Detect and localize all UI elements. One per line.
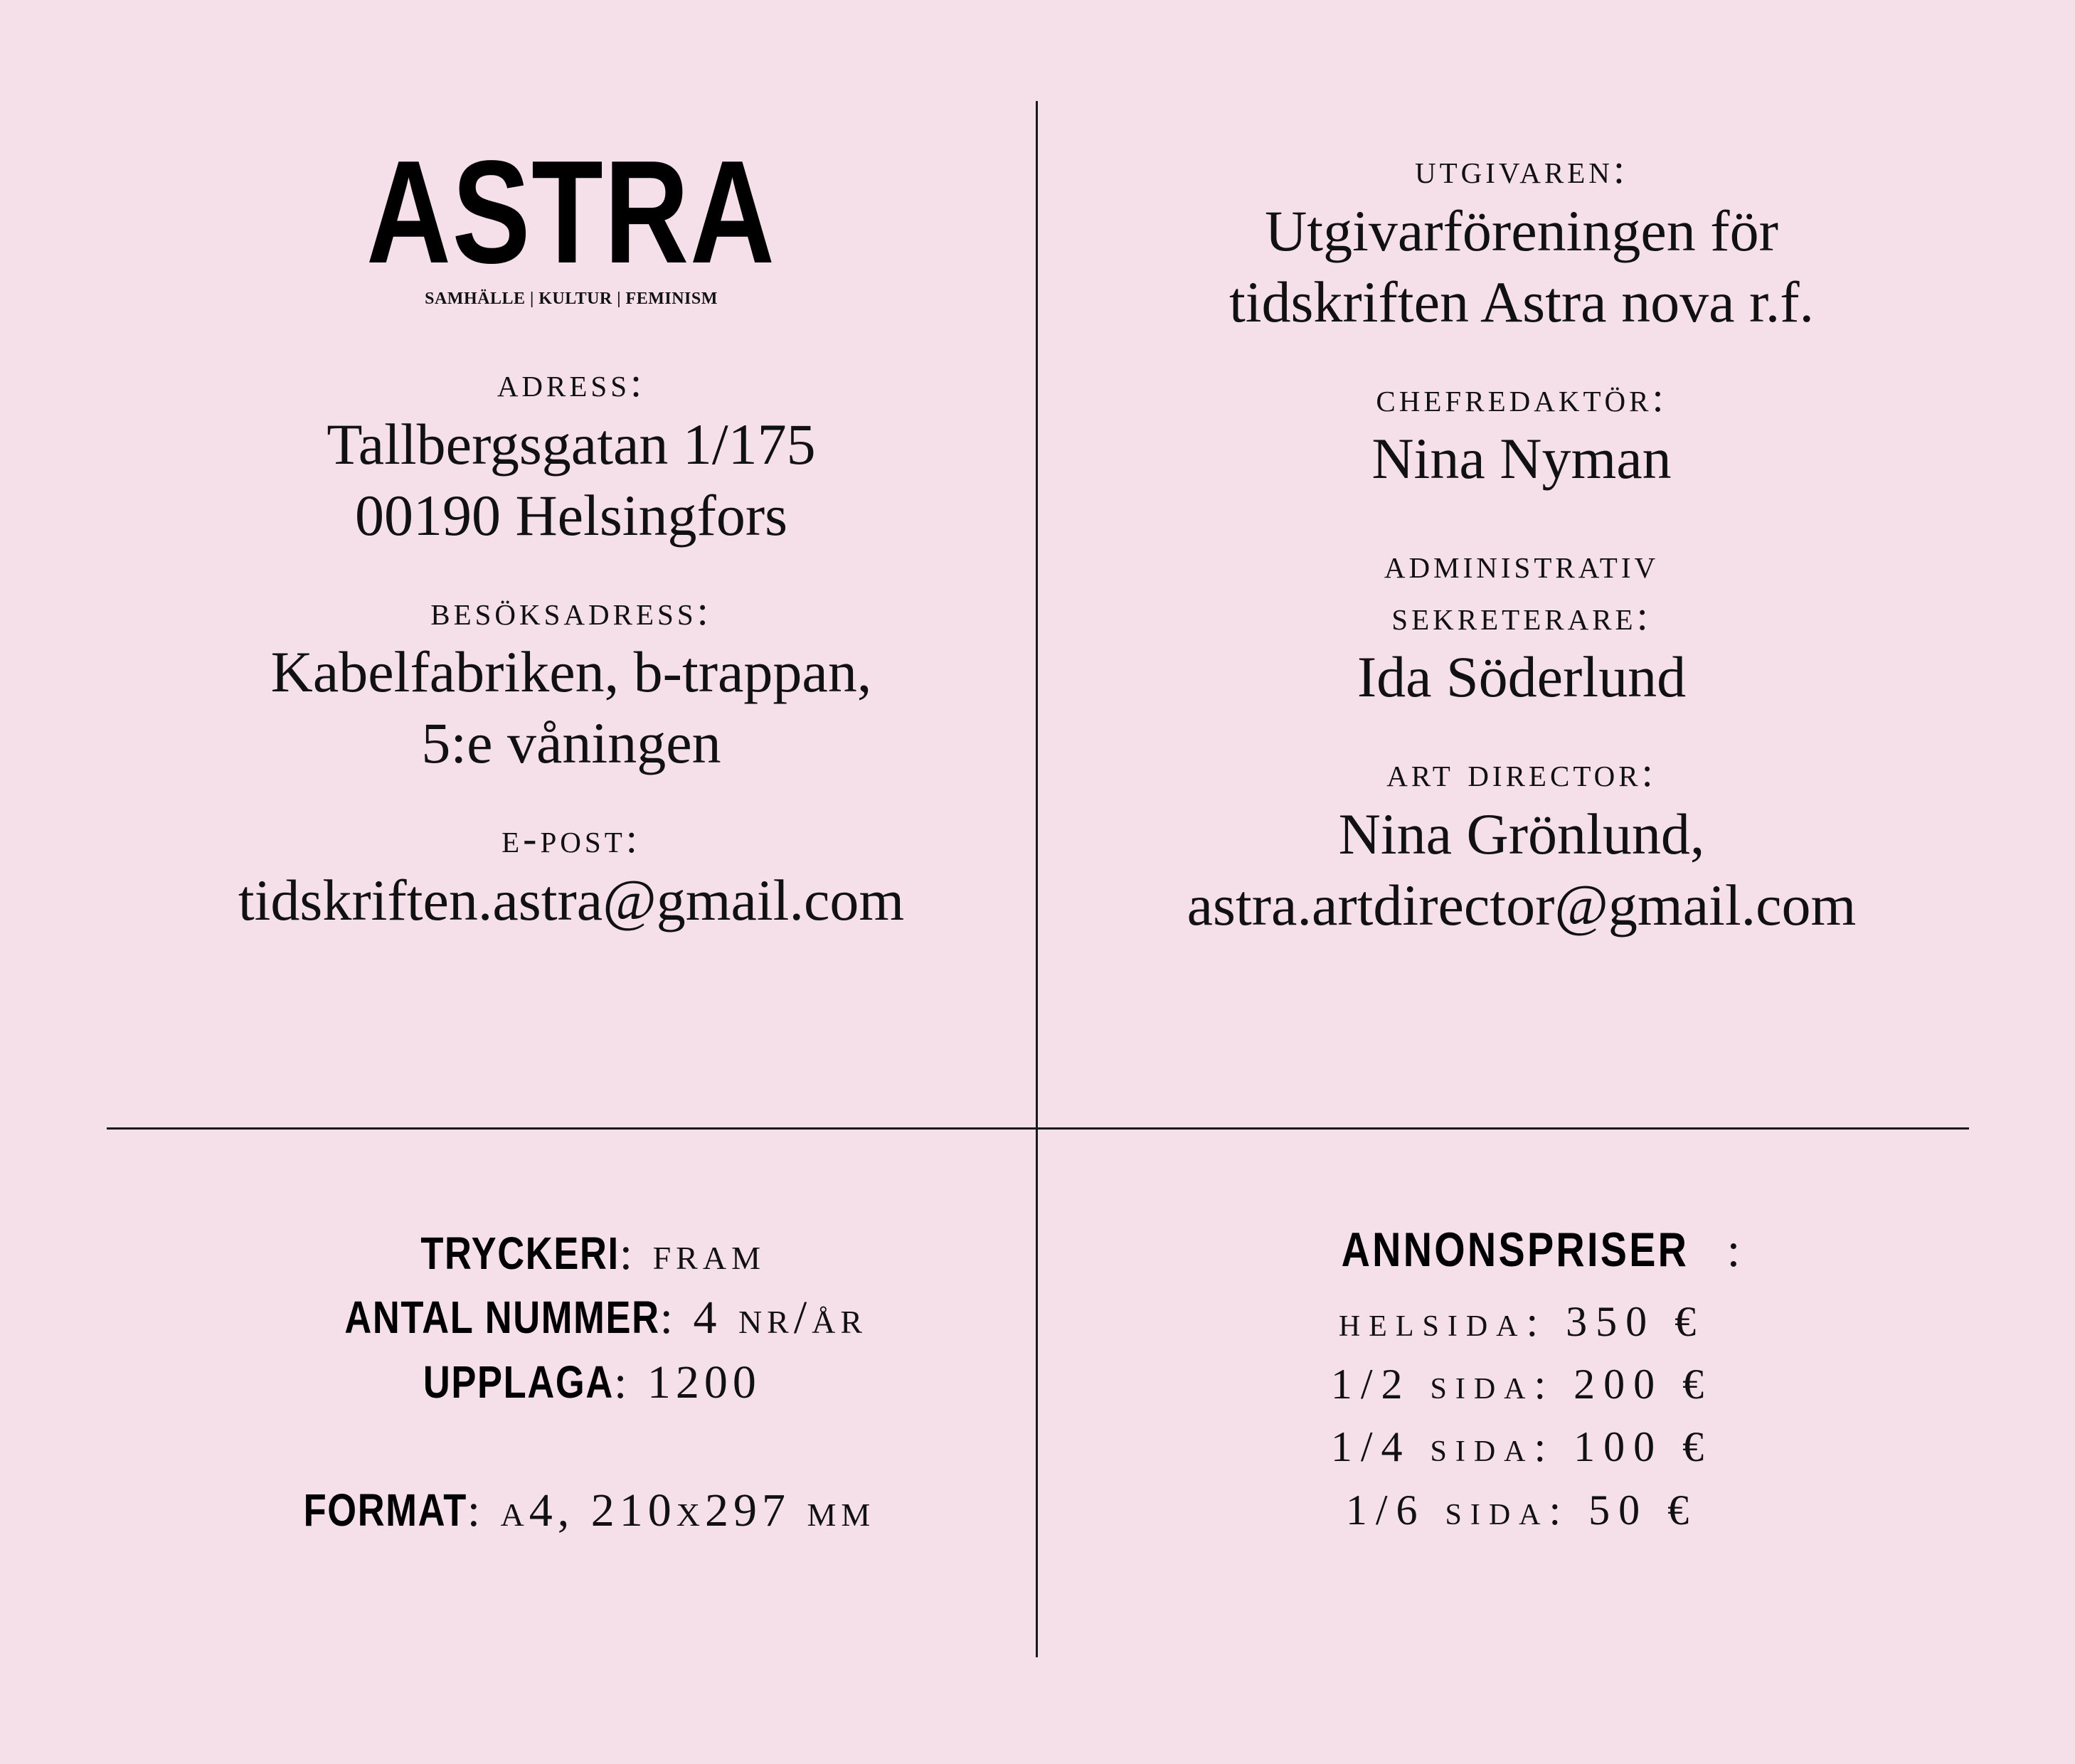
address-line1: Tallbergsgatan 1/175 <box>327 411 816 477</box>
art-director-email[interactable]: astra.artdirector@gmail.com <box>1187 872 1857 937</box>
price-sixth-page: 1/6 sida: 50 € <box>1345 1486 1698 1534</box>
publisher-line1: Utgivarföreningen för <box>1265 198 1778 263</box>
secretary-name: Ida Söderlund <box>1357 644 1687 710</box>
spec-format: FORMAT: a4, 210x297 mm <box>107 1479 1036 1543</box>
editor-name: Nina Nyman <box>1371 426 1672 492</box>
staff-section <box>1038 144 2005 975</box>
art-director-label: art director: <box>1386 749 1657 796</box>
editor-block <box>1038 372 2005 495</box>
art-director-block <box>1038 747 2005 941</box>
visiting-address-block <box>107 585 1036 780</box>
address-block <box>107 357 1036 551</box>
horizontal-divider <box>107 1127 1969 1130</box>
spec-printer-key: TRYCKERI <box>420 1228 620 1279</box>
secretary-label-line1: administrativ <box>1384 541 1660 588</box>
ad-prices-section: ANNONSPRISER : helsida: 350 € 1/2 sida: 200 € 1/4 sida: 100 € 1/6 sida: 50 € <box>1038 1222 2005 1541</box>
email-block <box>107 813 1036 936</box>
spec-issues-key: ANTAL NUMMER <box>344 1292 660 1344</box>
price-quarter-page: 1/4 sida: 100 € <box>1330 1423 1713 1471</box>
spec-issues-value: 4 nr/år <box>693 1292 868 1344</box>
visiting-address-label: besöksadress: <box>430 587 712 634</box>
publisher-line2: tidskriften Astra nova r.f. <box>1228 269 1815 334</box>
spec-format-value: a4, 210x297 mm <box>500 1484 876 1537</box>
address-line2: 00190 Helsingfors <box>354 482 788 548</box>
astra-logo <box>107 130 1036 309</box>
email-value[interactable]: tidskriften.astra@gmail.com <box>238 867 905 933</box>
publisher-label: utgivaren: <box>1415 146 1628 192</box>
spec-circulation: UPPLAGA: 1200 <box>107 1351 1036 1415</box>
publisher-block <box>1038 144 2005 338</box>
spec-printer-value: fram <box>652 1228 765 1280</box>
price-half-page: 1/2 sida: 200 € <box>1330 1361 1713 1408</box>
visiting-address-line1: Kabelfabriken, b-trappan, <box>270 639 872 705</box>
spec-circulation-key: UPPLAGA <box>423 1356 615 1408</box>
spec-printer: TRYCKERI: fram <box>107 1222 1036 1286</box>
art-director-name: Nina Grönlund, <box>1338 801 1705 866</box>
ad-prices-title: ANNONSPRISER <box>1341 1223 1689 1277</box>
specs-section <box>107 1222 1036 1544</box>
editor-label: chefredaktör: <box>1376 373 1667 420</box>
secretary-block <box>1038 538 2005 713</box>
spec-format-key: FORMAT <box>303 1484 467 1536</box>
logo-tagline: SAMHÄLLE | KULTUR | FEMINISM <box>425 289 718 308</box>
visiting-address-line2: 5:e våningen <box>421 711 721 776</box>
contact-section <box>107 130 1036 970</box>
spec-circulation-value: 1200 <box>647 1356 761 1408</box>
spec-issues: ANTAL NUMMER: 4 nr/år <box>107 1286 1036 1350</box>
email-label: e-post: <box>501 815 641 862</box>
logo-wordmark: ASTRA <box>366 130 776 294</box>
address-label: adress: <box>497 359 646 405</box>
secretary-label-line2: sekreterare: <box>1391 592 1652 639</box>
price-full-page: helsida: 350 € <box>1338 1298 1705 1345</box>
